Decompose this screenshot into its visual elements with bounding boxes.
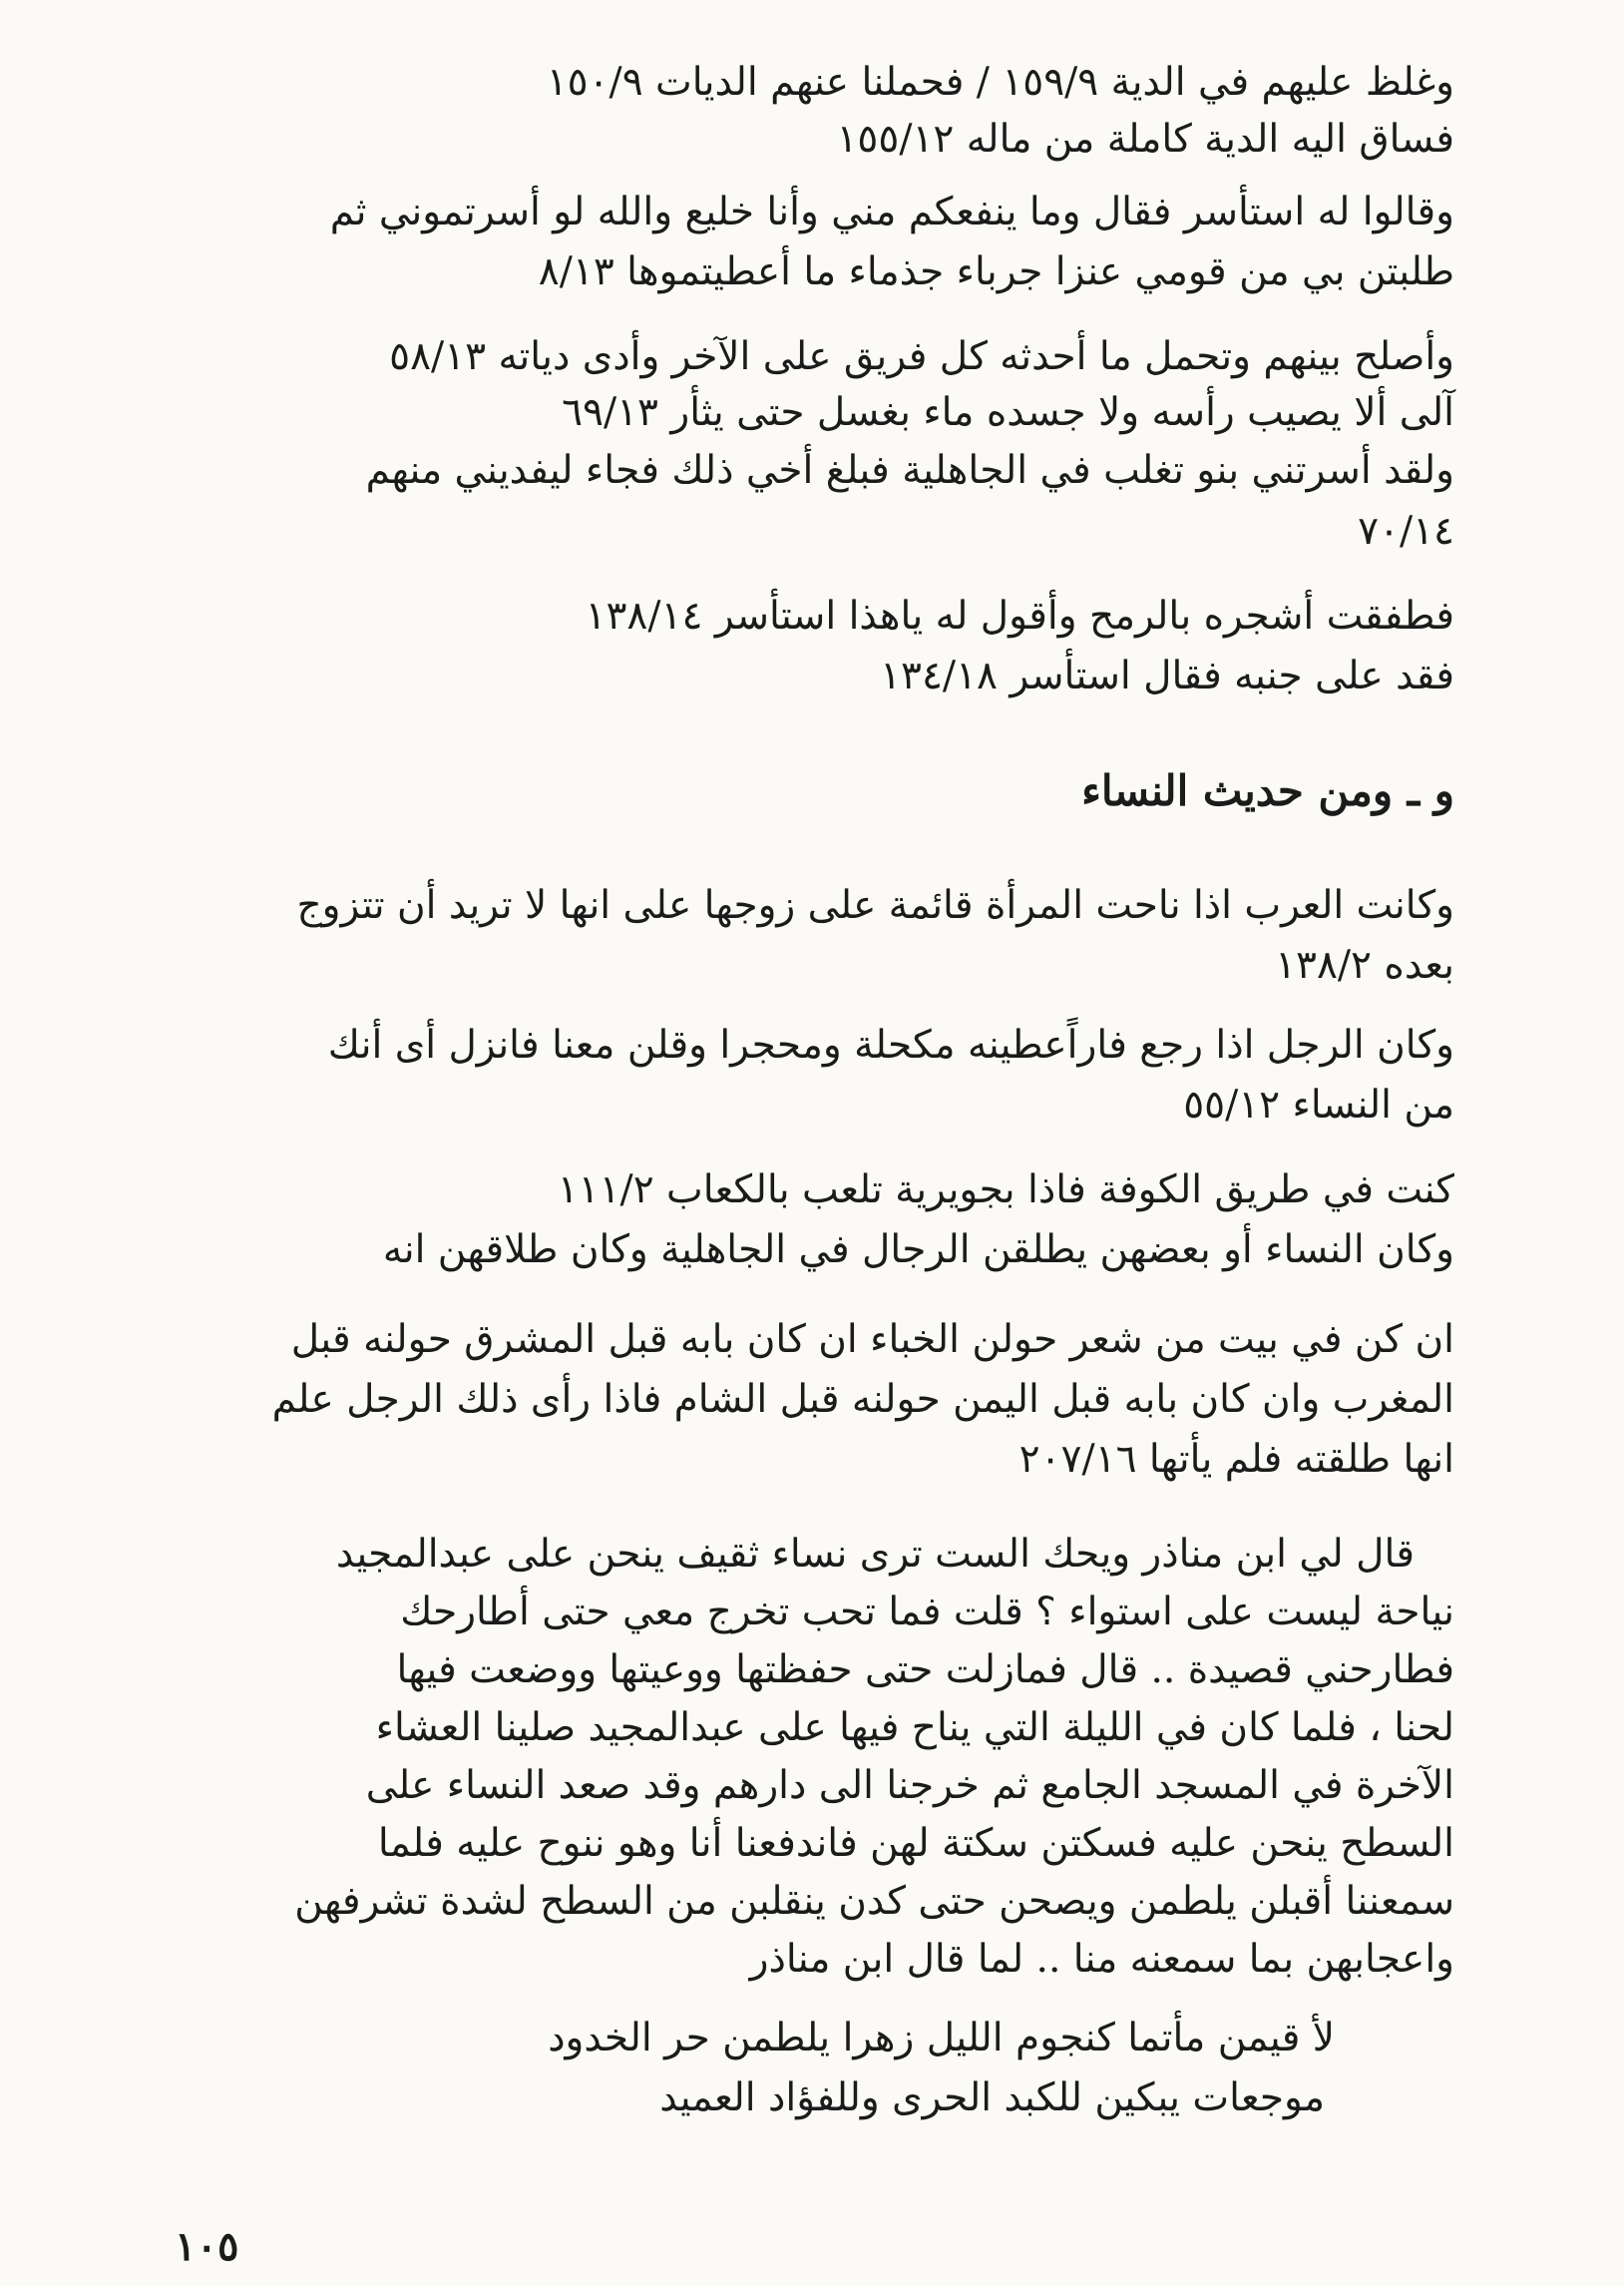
text-line: طلبتن بي من قومي عنزا جرباء جذماء ما أعطيتموها ٨/١٣ [538, 249, 1454, 294]
text-line: وغلظ عليهم في الدية ١٥٩/٩ / فحملنا عنهم الديات ١٥٠/٩ [546, 60, 1454, 105]
text-line: فطارحني قصيدة .. قال فمازلت حتى حفظتها ووعيتها ووضعت فيها [396, 1647, 1454, 1692]
text-line: وقالوا له استأسر فقال وما ينفعكم مني وأنا خليع والله لو أسرتموني ثم [329, 190, 1454, 234]
text-line: بعده ١٣٨/٢ [1275, 943, 1454, 988]
text-line: فساق اليه الدية كاملة من ماله ١٥٥/١٢ [836, 117, 1454, 162]
verse-line: موجعات يبكين للكبد الحرى وللفؤاد العميد [659, 2075, 1325, 2120]
text-line: واعجابهن بما سمعنه منا .. لما قال ابن مناذر [749, 1937, 1454, 1982]
text-line: من النساء ٥٥/١٢ [1183, 1083, 1454, 1128]
text-line: الآخرة في المسجد الجامع ثم خرجنا الى دارهم وقد صعد النساء على [365, 1763, 1454, 1808]
text-line: وكان النساء أو بعضهن يطلقن الرجال في الجاهلية وكان طلاقهن انه [382, 1227, 1454, 1272]
text-line: فقد على جنبه فقال استأسر ١٣٤/١٨ [880, 654, 1454, 698]
text-line: وكانت العرب اذا ناحت المرأة قائمة على زوجها على انها لا تريد أن تتزوج [296, 883, 1454, 928]
text-line: ان كن في بيت من شعر حولن الخباء ان كان بابه قبل المشرق حولنه قبل [290, 1317, 1454, 1362]
text-line: وأصلح بينهم وتحمل ما أحدثه كل فريق على الآخر وأدى دياته ٥٨/١٣ [389, 334, 1454, 379]
section-heading: و ـ ومن حديث النساء [1081, 766, 1454, 815]
text-line: انها طلقته فلم يأتها ٢٠٧/١٦ [1018, 1437, 1454, 1482]
verse-line: لأ قيمن مأتما كنجوم الليل زهرا يلطمن حر الخدود [548, 2016, 1335, 2060]
text-line: قال لي ابن مناذر ويحك الست ترى نساء ثقيف ينحن على عبدالمجيد [335, 1532, 1415, 1577]
text-line: كنت في طريق الكوفة فاذا بجويرية تلعب بالكعاب ١١١/٢ [557, 1167, 1454, 1212]
text-line: السطح ينحن عليه فسكتن سكتة لهن فاندفعنا أنا وهو ننوح عليه فلما [377, 1821, 1454, 1866]
text-line: فطفقت أشجره بالرمح وأقول له ياهذا استأسر ١٣٨/١٤ [585, 594, 1454, 639]
text-line: سمعننا أقبلن يلطمن ويصحن حتى كدن ينقلبن من السطح لشدة تشرفهن [294, 1879, 1454, 1924]
text-line: المغرب وان كان بابه قبل اليمن حولنه قبل الشام فاذا رأى ذلك الرجل علم [271, 1377, 1454, 1422]
text-line: لحنا ، فلما كان في الليلة التي يناح فيها على عبدالمجيد صلينا العشاء [375, 1705, 1454, 1750]
text-line: ٧٠/١٤ [1358, 509, 1454, 554]
text-line: ولقد أسرتني بنو تغلب في الجاهلية فبلغ أخي ذلك فجاء ليفديني منهم [365, 448, 1454, 493]
text-line: آلى ألا يصيب رأسه ولا جسده ماء بغسل حتى يثأر ٦٩/١٣ [562, 390, 1454, 435]
text-line: وكان الرجل اذا رجع فاراًعطينه مكحلة ومحجرا وقلن معنا فانزل أى أنك [327, 1023, 1454, 1068]
page-number: ١٠٥ [175, 2223, 239, 2270]
text-line: نياحة ليست على استواء ؟ قلت فما تحب تخرج معي حتى أطارحك [400, 1590, 1454, 1634]
